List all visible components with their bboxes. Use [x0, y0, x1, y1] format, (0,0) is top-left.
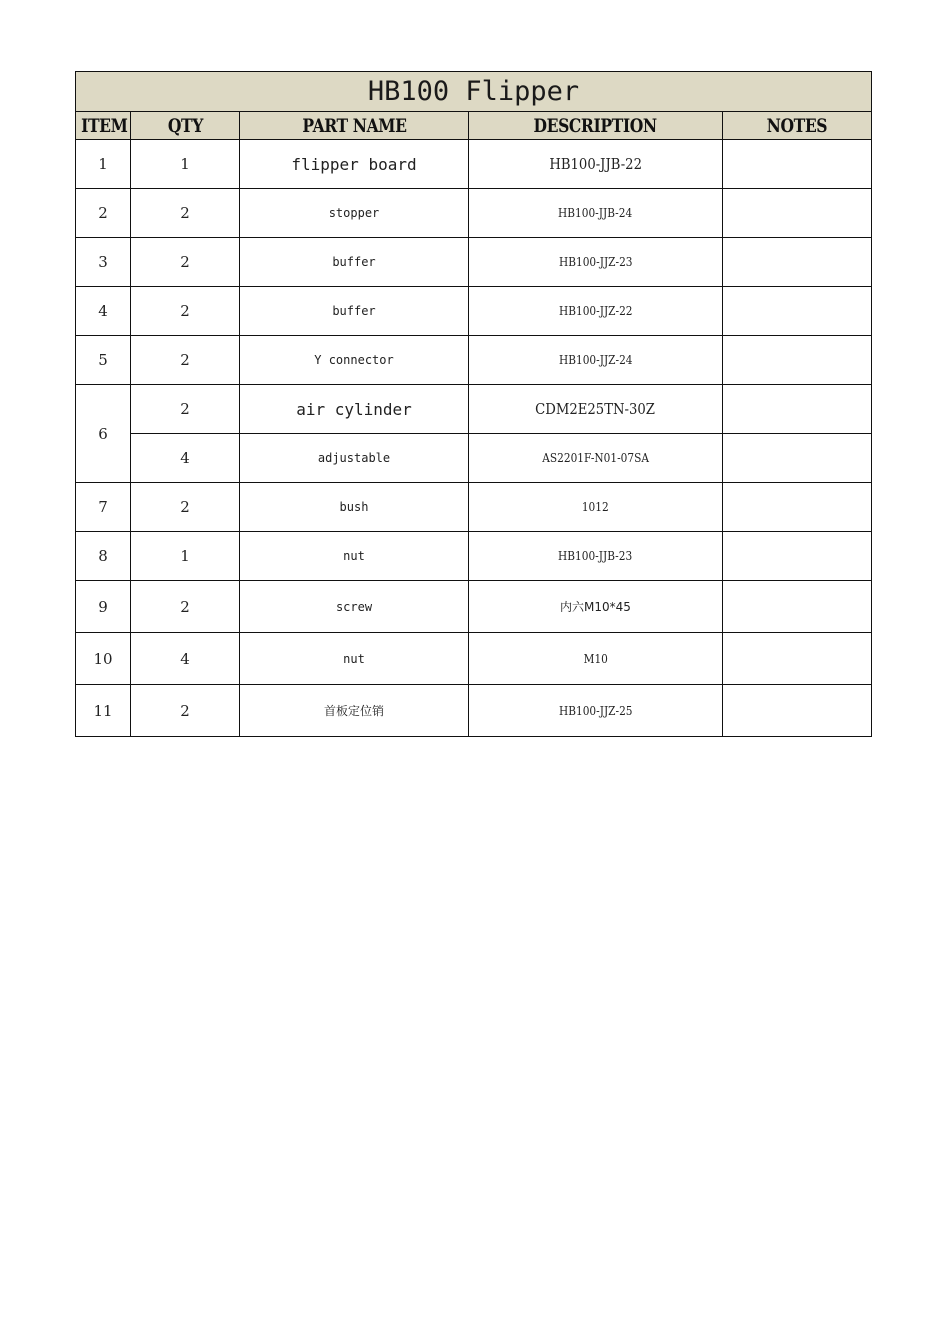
- qty-cell: 2: [131, 336, 240, 385]
- table-row: [76, 633, 872, 685]
- part-name-cell: flipper board: [240, 140, 469, 189]
- part-name-cell: bush: [240, 483, 469, 532]
- description-cell: HB100-JJZ-24: [469, 336, 723, 385]
- table-title: HB100 Flipper: [76, 72, 872, 112]
- part-name-cell: buffer: [240, 238, 469, 287]
- description-cell: M10: [469, 633, 723, 685]
- qty-cell: 2: [131, 287, 240, 336]
- notes-cell: [723, 336, 872, 385]
- description-cell: 内六M10*45: [469, 581, 723, 633]
- description-cell: CDM2E25TN-30Z: [469, 385, 723, 434]
- item-cell: 4: [76, 287, 131, 336]
- item-cell: 8: [76, 532, 131, 581]
- item-cell: 6: [76, 385, 131, 483]
- column-header-qty: QTY: [131, 112, 240, 140]
- table-row: [76, 581, 872, 633]
- description-cell: HB100-JJB-24: [469, 189, 723, 238]
- column-header-description: DESCRIPTION: [469, 112, 723, 140]
- notes-cell: [723, 140, 872, 189]
- item-cell: 2: [76, 189, 131, 238]
- description-cell: HB100-JJZ-25: [469, 685, 723, 737]
- part-name-cell: nut: [240, 633, 469, 685]
- description-cell: HB100-JJB-22: [469, 140, 723, 189]
- item-cell: 11: [76, 685, 131, 737]
- qty-cell: 1: [131, 532, 240, 581]
- qty-cell: 2: [131, 685, 240, 737]
- column-header-part-name: PART NAME: [240, 112, 469, 140]
- table-row: [76, 238, 872, 287]
- description-cell: AS2201F-N01-07SA: [469, 434, 723, 483]
- notes-cell: [723, 685, 872, 737]
- table-row: [76, 685, 872, 737]
- table-row: [76, 434, 872, 483]
- notes-cell: [723, 483, 872, 532]
- qty-cell: 4: [131, 633, 240, 685]
- notes-cell: [723, 189, 872, 238]
- notes-cell: [723, 385, 872, 434]
- table-row: [76, 287, 872, 336]
- part-name-cell: screw: [240, 581, 469, 633]
- qty-cell: 4: [131, 434, 240, 483]
- item-cell: 5: [76, 336, 131, 385]
- qty-cell: 2: [131, 189, 240, 238]
- part-name-cell: air cylinder: [240, 385, 469, 434]
- description-cell: HB100-JJZ-22: [469, 287, 723, 336]
- notes-cell: [723, 238, 872, 287]
- column-header-notes: NOTES: [723, 112, 872, 140]
- table-row: [76, 140, 872, 189]
- qty-cell: 2: [131, 385, 240, 434]
- description-cell: HB100-JJB-23: [469, 532, 723, 581]
- notes-cell: [723, 633, 872, 685]
- column-header-item: ITEM: [76, 112, 131, 140]
- header-row: [76, 112, 872, 140]
- qty-cell: 1: [131, 140, 240, 189]
- notes-cell: [723, 287, 872, 336]
- notes-cell: [723, 581, 872, 633]
- notes-cell: [723, 434, 872, 483]
- table-row: [76, 532, 872, 581]
- table-row: [76, 483, 872, 532]
- item-cell: 10: [76, 633, 131, 685]
- part-name-cell: nut: [240, 532, 469, 581]
- table-row: [76, 385, 872, 434]
- item-cell: 9: [76, 581, 131, 633]
- table-row: [76, 189, 872, 238]
- table-row: [76, 336, 872, 385]
- item-cell: 7: [76, 483, 131, 532]
- part-name-cell: adjustable: [240, 434, 469, 483]
- item-cell: 3: [76, 238, 131, 287]
- part-name-cell: stopper: [240, 189, 469, 238]
- qty-cell: 2: [131, 581, 240, 633]
- notes-cell: [723, 532, 872, 581]
- description-cell: HB100-JJZ-23: [469, 238, 723, 287]
- part-name-cell: 首板定位销: [240, 685, 469, 737]
- qty-cell: 2: [131, 483, 240, 532]
- description-cell: 1012: [469, 483, 723, 532]
- qty-cell: 2: [131, 238, 240, 287]
- part-name-cell: Y connector: [240, 336, 469, 385]
- bom-table: [75, 71, 872, 737]
- item-cell: 1: [76, 140, 131, 189]
- part-name-cell: buffer: [240, 287, 469, 336]
